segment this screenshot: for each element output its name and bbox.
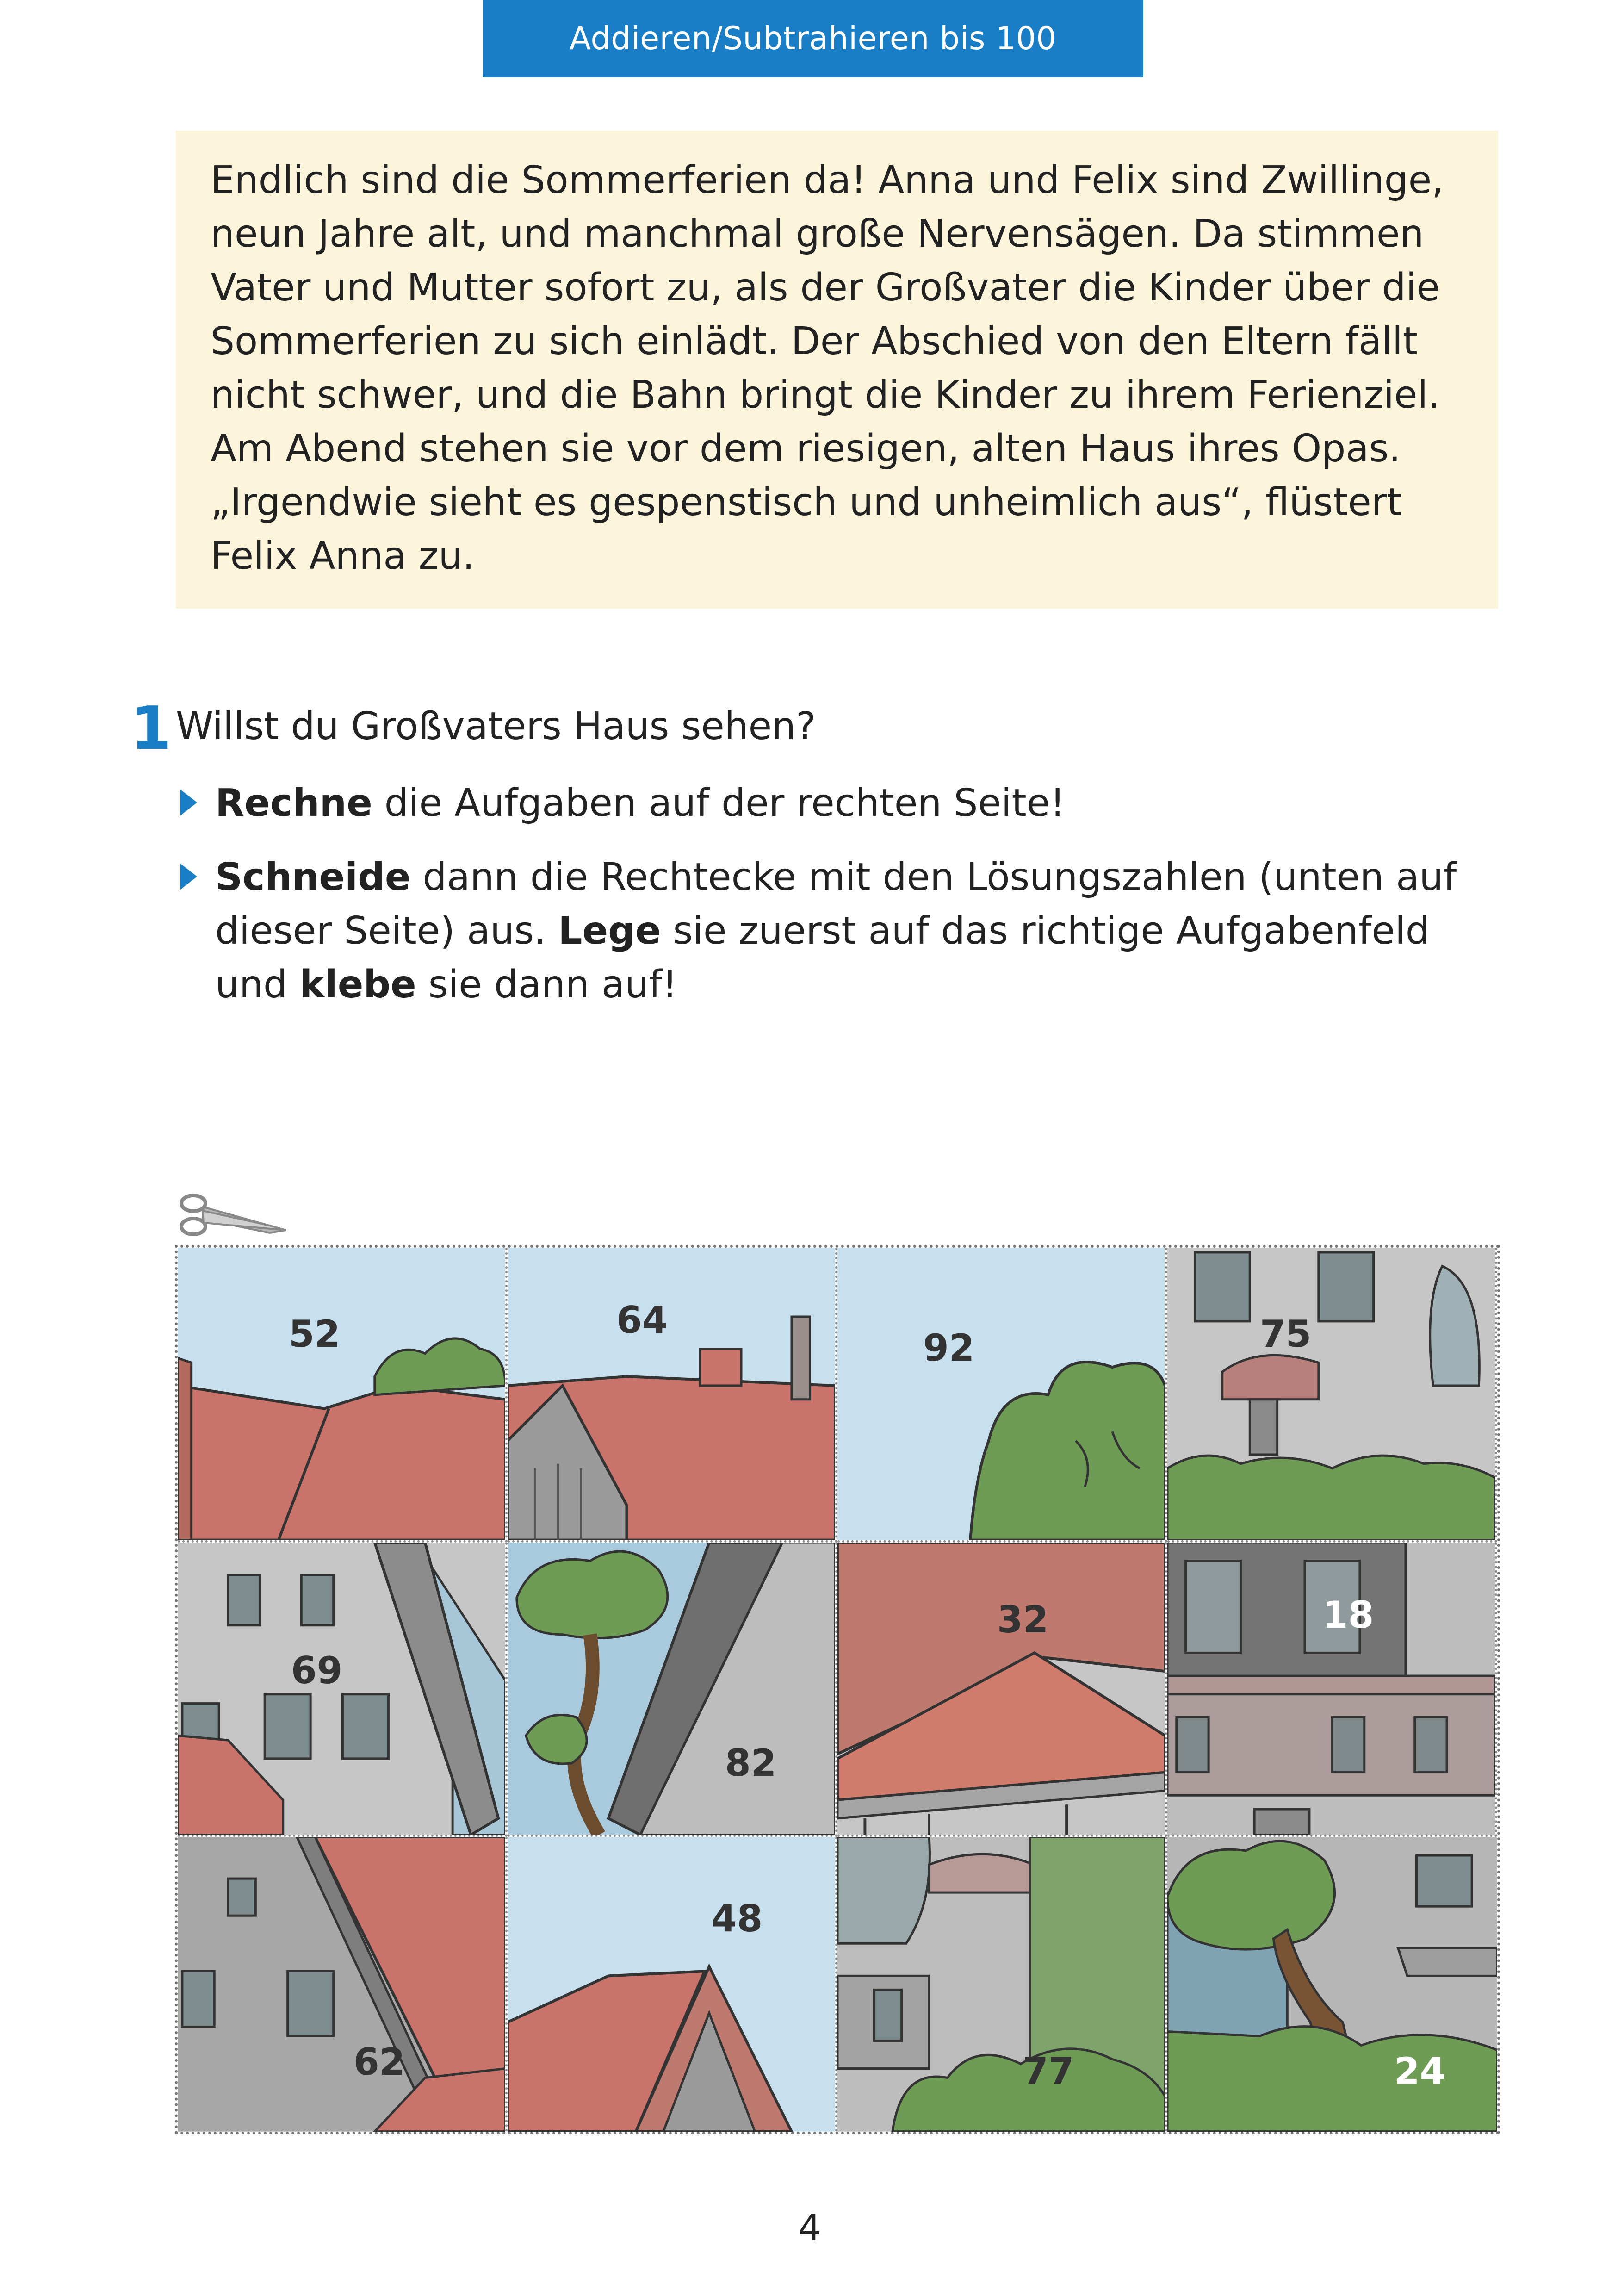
tile-illustration [1167,1543,1495,1835]
story-box [176,131,1498,609]
puzzle-tile[interactable] [508,1837,837,2132]
instruction-keyword: Rechne [215,781,372,825]
puzzle-tile[interactable] [178,1248,508,1543]
instruction-keyword: Lege [558,909,661,953]
bullet-arrow-icon [180,864,197,890]
instruction-compute [215,777,1492,830]
header-title: Addieren/Subtrahieren bis 100 [569,20,1057,57]
tile-illustration [1167,1837,1497,2132]
tile-number: 69 [291,1649,343,1692]
instruction-text: sie dann auf! [416,963,677,1007]
tile-illustration [178,1248,505,1540]
puzzle-tile[interactable] [1167,1543,1497,1837]
instruction-text: die Aufgaben auf der rechten Seite! [372,781,1066,825]
instruction-keyword: Schneide [215,855,411,899]
tile-illustration [837,1837,1165,2132]
puzzle-tile[interactable] [178,1837,508,2132]
puzzle-tile[interactable] [1167,1248,1497,1543]
instruction-cut [215,851,1492,1012]
scissors-icon [175,1189,291,1240]
puzzle-tile[interactable] [837,1543,1167,1837]
instruction-text: dann die Rechtecke mit den Lösungszahlen (unten auf [410,855,1457,899]
tile-illustration [178,1837,505,2132]
puzzle-tile[interactable] [508,1543,837,1837]
tile-number: 18 [1322,1593,1374,1636]
instruction-text: dieser Seite) aus. [215,909,558,953]
story-line: Am Abend stehen sie vor dem riesigen, alten Haus ihres Opas. [211,427,1401,471]
puzzle-grid [175,1245,1500,2134]
story-line: „Irgendwie sieht es gespenstisch und unheimlich aus“, flüstert [211,480,1402,524]
instruction-text: sie zuerst auf das richtige Aufgabenfeld [661,909,1430,953]
tile-illustration [508,1543,835,1835]
puzzle-tile[interactable] [1167,1837,1497,2132]
instruction-text: und [215,963,300,1007]
tile-number: 62 [353,2041,405,2084]
story-line: Endlich sind die Sommerferien da! Anna und Felix sind Zwillinge, [211,158,1444,202]
story-line: nicht schwer, und die Bahn bringt die Kinder zu ihrem Ferienziel. [211,373,1440,417]
story-line: Vater und Mutter sofort zu, als der Großvater die Kinder über die [211,266,1440,310]
header-tab [483,0,1143,77]
tile-illustration [508,1837,835,2132]
tile-illustration [837,1248,1165,1540]
story-line: neun Jahre alt, und manchmal große Nervensägen. Da stimmen [211,212,1424,256]
tile-number: 75 [1260,1313,1312,1356]
tile-illustration [1167,1248,1495,1540]
tile-number: 24 [1394,2050,1446,2093]
task-question: Willst du Großvaters Haus sehen? [176,704,816,748]
puzzle-tile[interactable] [508,1248,837,1543]
story-line: Felix Anna zu. [211,534,475,578]
tile-number: 52 [289,1313,341,1356]
instruction-keyword: klebe [299,963,416,1007]
puzzle-tile[interactable] [178,1543,508,1837]
tile-number: 77 [1023,2050,1074,2093]
puzzle-tile[interactable] [837,1837,1167,2132]
puzzle-tile[interactable] [837,1248,1167,1543]
tile-number: 32 [997,1598,1049,1641]
tile-number: 82 [725,1741,777,1785]
story-text [211,154,1465,583]
tile-illustration [837,1543,1165,1835]
bullet-arrow-icon [180,790,197,815]
tile-number: 48 [711,1897,763,1941]
tile-number: 92 [923,1326,975,1369]
page-number: 4 [798,2208,821,2249]
tile-number: 64 [616,1299,668,1342]
task-number: 1 [130,694,172,763]
tile-illustration [508,1248,835,1540]
story-line: Sommerferien zu sich einlädt. Der Abschied von den Eltern fällt [211,319,1418,363]
